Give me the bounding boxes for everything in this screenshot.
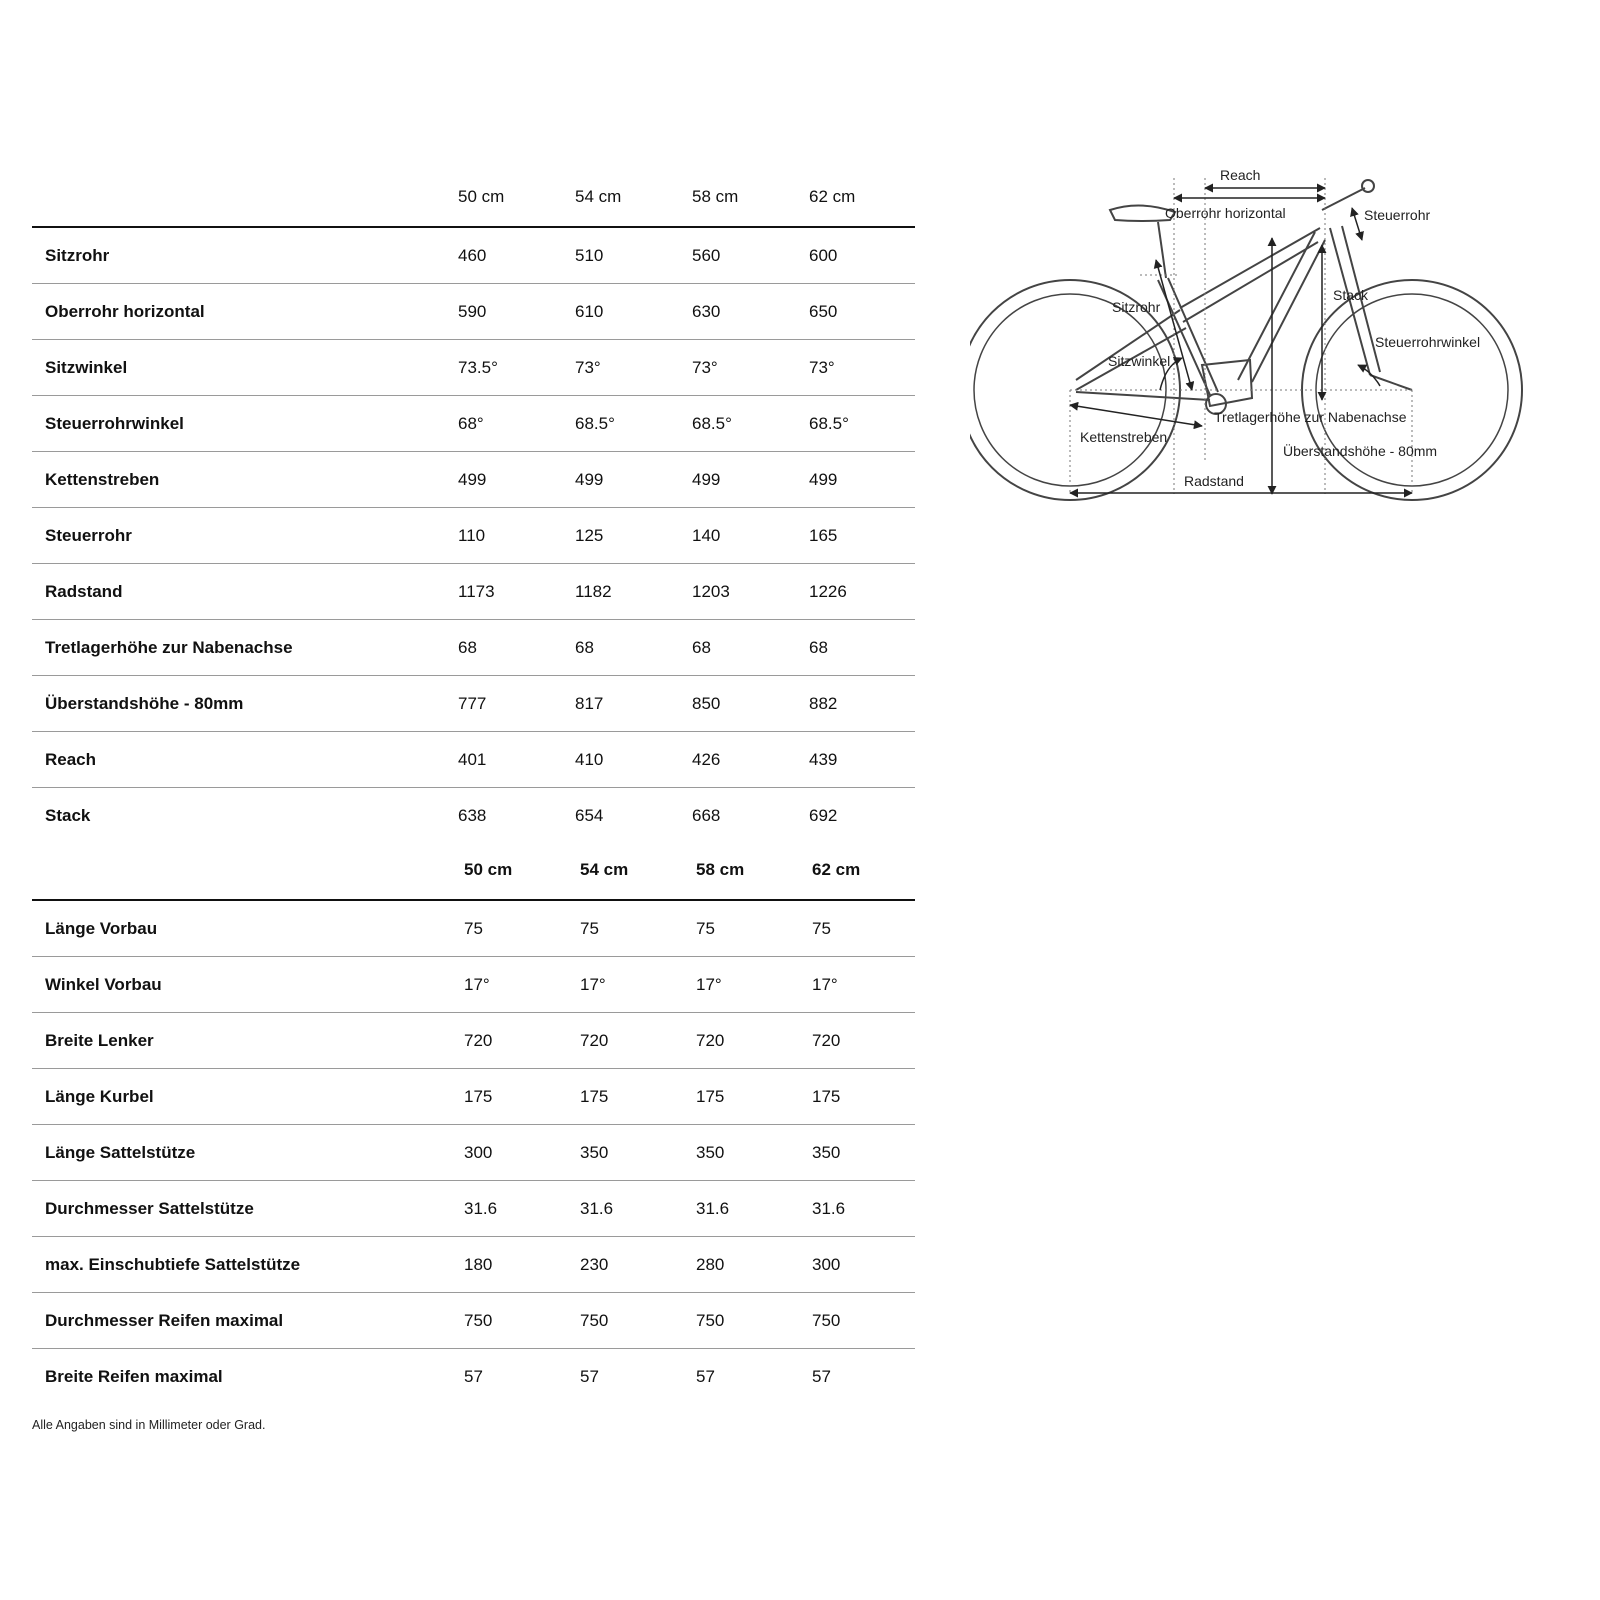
row-label: Überstandshöhe - 80mm xyxy=(45,694,244,713)
row-label: Kettenstreben xyxy=(45,470,160,489)
down-tube xyxy=(1238,232,1315,380)
value-cell: 630 xyxy=(692,302,721,321)
value-cell: 75 xyxy=(696,919,715,938)
size-header: 50 cm xyxy=(458,187,505,206)
units-footnote: Alle Angaben sind in Millimeter oder Grad. xyxy=(32,1418,266,1432)
diagram-label-reach: Reach xyxy=(1220,167,1261,183)
value-cell: 175 xyxy=(696,1087,725,1106)
top-tube xyxy=(1180,228,1320,308)
size-header: 50 cm xyxy=(464,860,513,879)
diagram-label-seat-angle: Sitzwinkel xyxy=(1108,353,1171,369)
value-cell: 350 xyxy=(812,1143,841,1162)
row-label: Sitzrohr xyxy=(45,246,110,265)
value-cell: 654 xyxy=(575,806,604,825)
row-label: max. Einschubtiefe Sattelstütze xyxy=(45,1255,301,1274)
components-table xyxy=(32,843,915,1404)
row-label: Steuerrohrwinkel xyxy=(45,414,184,433)
value-cell: 668 xyxy=(692,806,721,825)
value-cell: 68.5° xyxy=(575,414,615,433)
value-cell: 17° xyxy=(812,975,838,994)
value-cell: 499 xyxy=(458,470,487,489)
table-row xyxy=(32,1237,915,1293)
value-cell: 460 xyxy=(458,246,487,265)
row-label: Oberrohr horizontal xyxy=(45,302,205,321)
value-cell: 300 xyxy=(464,1143,493,1162)
table-row xyxy=(32,284,915,340)
value-cell: 57 xyxy=(812,1367,831,1386)
row-label: Durchmesser Reifen maximal xyxy=(45,1311,284,1330)
size-header: 54 cm xyxy=(580,860,629,879)
table-row xyxy=(32,564,915,620)
value-cell: 140 xyxy=(692,526,721,545)
value-cell: 692 xyxy=(809,806,838,825)
value-cell: 175 xyxy=(812,1087,841,1106)
value-cell: 110 xyxy=(458,526,486,545)
table-row xyxy=(32,957,915,1013)
value-cell: 720 xyxy=(812,1031,841,1050)
table-row xyxy=(32,676,915,732)
value-cell: 750 xyxy=(464,1311,493,1330)
diagram-label-stack: Stack xyxy=(1333,287,1369,303)
row-label: Steuerrohr xyxy=(45,526,132,545)
value-cell: 590 xyxy=(458,302,487,321)
value-cell: 57 xyxy=(580,1367,599,1386)
value-cell: 600 xyxy=(809,246,838,265)
value-cell: 175 xyxy=(464,1087,493,1106)
value-cell: 68 xyxy=(809,638,828,657)
row-label: Reach xyxy=(45,750,97,769)
size-header: 54 cm xyxy=(575,187,622,206)
table-row xyxy=(32,1349,915,1404)
table-row xyxy=(32,1069,915,1125)
table-row xyxy=(32,396,915,452)
table-row xyxy=(32,340,915,396)
diagram-label-head-angle: Steuerrohrwinkel xyxy=(1375,334,1481,350)
value-cell: 180 xyxy=(464,1255,493,1274)
value-cell: 750 xyxy=(580,1311,609,1330)
table-row xyxy=(32,1125,915,1181)
row-label: Länge Vorbau xyxy=(45,919,158,938)
diagram-label-head-tube: Steuerrohr xyxy=(1364,207,1431,223)
value-cell: 230 xyxy=(580,1255,609,1274)
table-row xyxy=(32,732,915,788)
value-cell: 73° xyxy=(809,358,835,377)
value-cell: 68 xyxy=(575,638,594,657)
table-row xyxy=(32,788,915,843)
value-cell: 499 xyxy=(809,470,838,489)
value-cell: 720 xyxy=(696,1031,725,1050)
value-cell: 17° xyxy=(580,975,606,994)
value-cell: 1203 xyxy=(692,582,730,601)
table-row xyxy=(32,901,915,957)
value-cell: 750 xyxy=(812,1311,841,1330)
value-cell: 31.6 xyxy=(580,1199,614,1218)
value-cell: 350 xyxy=(696,1143,725,1162)
value-cell: 73° xyxy=(692,358,718,377)
size-header: 58 cm xyxy=(692,187,739,206)
row-label: Tretlagerhöhe zur Nabenachse xyxy=(45,638,293,657)
value-cell: 410 xyxy=(575,750,604,769)
value-cell: 300 xyxy=(812,1255,841,1274)
value-cell: 638 xyxy=(458,806,487,825)
row-label: Sitzwinkel xyxy=(45,358,128,377)
row-label: Länge Sattelstütze xyxy=(45,1143,196,1162)
diagram-label-wheelbase: Radstand xyxy=(1184,473,1244,489)
value-cell: 68.5° xyxy=(692,414,732,433)
size-header: 58 cm xyxy=(696,860,745,879)
value-cell: 777 xyxy=(458,694,487,713)
bike-geometry-diagram xyxy=(970,160,1570,520)
value-cell: 75 xyxy=(580,919,599,938)
value-cell: 31.6 xyxy=(464,1199,498,1218)
row-label: Stack xyxy=(45,806,91,825)
row-label: Durchmesser Sattelstütze xyxy=(45,1199,254,1218)
value-cell: 720 xyxy=(580,1031,609,1050)
row-label: Radstand xyxy=(45,582,123,601)
geometry-table-header xyxy=(32,170,915,228)
value-cell: 499 xyxy=(692,470,721,489)
row-label: Länge Kurbel xyxy=(45,1087,154,1106)
value-cell: 17° xyxy=(464,975,490,994)
chain-stay xyxy=(1076,392,1210,400)
value-cell: 68.5° xyxy=(809,414,849,433)
value-cell: 75 xyxy=(812,919,831,938)
value-cell: 610 xyxy=(575,302,604,321)
value-cell: 750 xyxy=(696,1311,725,1330)
table-row xyxy=(32,1181,915,1237)
table-row xyxy=(32,508,915,564)
components-table-header xyxy=(32,843,915,901)
value-cell: 439 xyxy=(809,750,838,769)
value-cell: 499 xyxy=(575,470,604,489)
diagram-label-chainstays: Kettenstreben xyxy=(1080,429,1168,445)
value-cell: 73° xyxy=(575,358,601,377)
value-cell: 650 xyxy=(809,302,838,321)
value-cell: 57 xyxy=(464,1367,483,1386)
diagram-label-standover: Überstandshöhe - 80mm xyxy=(1283,443,1438,459)
value-cell: 165 xyxy=(809,526,838,545)
value-cell: 68 xyxy=(458,638,477,657)
value-cell: 280 xyxy=(696,1255,725,1274)
value-cell: 17° xyxy=(696,975,722,994)
value-cell: 401 xyxy=(458,750,487,769)
row-label: Winkel Vorbau xyxy=(45,975,162,994)
table-row xyxy=(32,1013,915,1069)
value-cell: 75 xyxy=(464,919,483,938)
value-cell: 68° xyxy=(458,414,484,433)
value-cell: 1226 xyxy=(809,582,847,601)
diagram-label-bb-height: Tretlagerhöhe zur Nabenachse xyxy=(1214,409,1407,425)
stem xyxy=(1322,188,1365,210)
value-cell: 850 xyxy=(692,694,721,713)
value-cell: 882 xyxy=(809,694,838,713)
value-cell: 125 xyxy=(575,526,604,545)
value-cell: 68 xyxy=(692,638,711,657)
value-cell: 817 xyxy=(575,694,604,713)
value-cell: 175 xyxy=(580,1087,609,1106)
geometry-table xyxy=(32,170,915,843)
row-label: Breite Reifen maximal xyxy=(45,1367,223,1386)
value-cell: 73.5° xyxy=(458,358,498,377)
value-cell: 426 xyxy=(692,750,721,769)
table-row xyxy=(32,1293,915,1349)
diagram-label-seat-tube: Sitzrohr xyxy=(1112,299,1161,315)
value-cell: 350 xyxy=(580,1143,609,1162)
value-cell: 510 xyxy=(575,246,604,265)
row-label: Breite Lenker xyxy=(45,1031,154,1050)
value-cell: 720 xyxy=(464,1031,493,1050)
size-header: 62 cm xyxy=(809,187,856,206)
value-cell: 31.6 xyxy=(812,1199,846,1218)
value-cell: 1182 xyxy=(575,582,612,601)
value-cell: 560 xyxy=(692,246,721,265)
table-row xyxy=(32,620,915,676)
size-header: 62 cm xyxy=(812,860,861,879)
value-cell: 1173 xyxy=(458,582,495,601)
diagram-label-top-tube: Oberrohr horizontal xyxy=(1165,205,1286,221)
value-cell: 31.6 xyxy=(696,1199,730,1218)
table-row xyxy=(32,452,915,508)
table-row xyxy=(32,228,915,284)
value-cell: 57 xyxy=(696,1367,715,1386)
